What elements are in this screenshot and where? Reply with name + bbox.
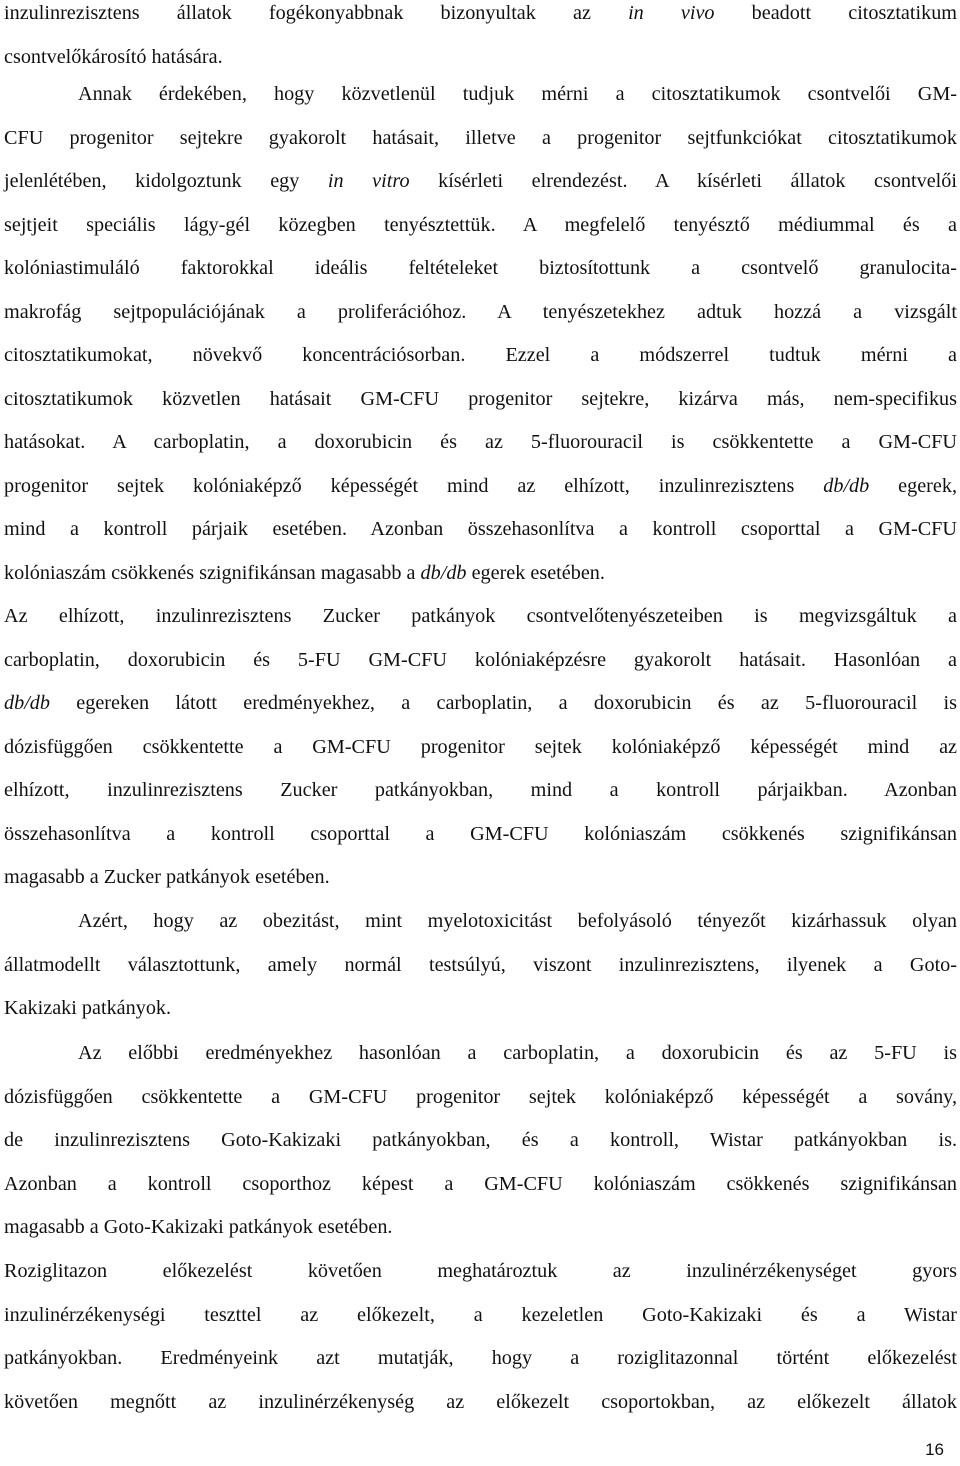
text-run: Az előbbi eredményekhez hasonlóan a carboplatin, a doxorubicin és az 5-FU is — [78, 1042, 957, 1064]
text-run: egerek esetében. — [466, 561, 605, 584]
text-run: inzulinrezisztens állatok fogékonyabbnak bizonyultak az — [4, 2, 629, 24]
italic-term: db/db — [4, 692, 50, 714]
italic-term: db/db — [420, 561, 467, 584]
text-line — [4, 473, 957, 517]
text-line — [4, 821, 957, 865]
text-run: citosztatikumokat, növekvő koncentrációsorban. Ezzel a módszerrel tudtuk mérni a — [4, 344, 957, 366]
text-run: Roziglitazon előkezelést követően meghatároztuk az inzulinérzékenységet gyors — [4, 1260, 957, 1282]
text-line — [4, 1214, 957, 1258]
text-line — [4, 1127, 957, 1171]
text-line — [4, 516, 957, 560]
text-run: inzulinérzékenységi teszttel az előkezelt, a kezeletlen Goto-Kakizaki és a Wistar — [4, 1303, 957, 1326]
text-run: egereken látott eredményekhez, a carboplatin, a doxorubicin és az 5-fluorouracil is — [49, 692, 957, 714]
text-line — [4, 647, 957, 691]
text-run: patkányokban. Eredményeink azt mutatják, hogy a roziglitazonnal történt előkezelést — [4, 1347, 957, 1369]
paragraph-continuation — [4, 0, 957, 87]
text-run: dózisfüggően csökkentette a GM-CFU progenitor sejtek kolóniaképző képességét mind az — [4, 735, 957, 758]
paragraph-rosiglitazone — [4, 1258, 957, 1432]
text-run: magasabb a Goto-Kakizaki patkányok esetében. — [4, 1216, 393, 1238]
text-line — [4, 1040, 957, 1084]
page-number: 16 — [925, 1440, 944, 1459]
text-line — [4, 1345, 957, 1389]
text-line — [4, 777, 957, 821]
text-run: CFU progenitor sejtekre gyakorolt hatásait, illetve a progenitor sejtfunkciókat citosztatikumok — [4, 126, 957, 149]
text-line — [4, 0, 957, 44]
text-run: carboplatin, doxorubicin és 5-FU GM-CFU kolóniaképzésre gyakorolt hatásait. Hasonlóan a — [4, 648, 957, 671]
italic-term: in vivo — [628, 2, 715, 24]
text-run: elhízott, inzulinrezisztens Zucker patkányokban, mind a kontroll párjaikban. Azonban — [4, 779, 957, 801]
italic-term: in vitro — [327, 170, 410, 192]
text-line — [4, 212, 957, 256]
text-line — [4, 429, 957, 473]
text-run: dózisfüggően csökkentette a GM-CFU progenitor sejtek kolóniaképző képességét a sovány, — [4, 1085, 957, 1108]
text-run: Annak érdekében, hogy közvetlenül tudjuk mérni a citosztatikumok csontvelői GM- — [78, 83, 957, 105]
text-line — [4, 690, 957, 734]
text-line — [4, 908, 957, 952]
text-run: makrofág sejtpopulációjának a proliferációhoz. A tenyészetekhez adtuk hozzá a vizsgált — [4, 300, 957, 323]
text-line — [4, 734, 957, 778]
text-run: magasabb a Zucker patkányok esetében. — [4, 866, 330, 888]
text-line — [4, 603, 957, 647]
paragraph-in-vitro-method — [4, 81, 957, 603]
text-run: csontvelőkárosító hatására. — [4, 45, 223, 68]
text-line — [4, 81, 957, 125]
text-line — [4, 1258, 957, 1302]
text-run: progenitor sejtek kolóniaképző képességét mind az elhízott, inzulinrezisztens — [4, 474, 824, 497]
paragraph-goto-kakizaki-results — [4, 1040, 957, 1258]
text-line — [4, 125, 957, 169]
text-line — [4, 342, 957, 386]
text-line — [4, 255, 957, 299]
text-run: beadott citosztatikum — [714, 2, 957, 24]
text-line — [4, 560, 957, 604]
text-line — [4, 299, 957, 343]
text-run: követően megnőtt az inzulinérzékenység az előkezelt csoportokban, az előkezelt állatok — [4, 1390, 957, 1413]
text-run: mind a kontroll párjaik esetében. Azonban összehasonlítva a kontroll csoporttal a GM-CFU — [4, 518, 957, 540]
text-line — [4, 1389, 957, 1433]
text-run: összehasonlítva a kontroll csoporttal a GM-CFU kolóniaszám csökkenés szignifikánsan — [4, 822, 957, 845]
text-run: kolóniaszám csökkenés szignifikánsan magasabb a — [4, 561, 421, 584]
text-line — [4, 168, 957, 212]
text-run: kísérleti elrendezést. A kísérleti állatok csontvelői — [409, 170, 957, 192]
text-line — [4, 386, 957, 430]
paragraph-zucker-rats — [4, 603, 957, 908]
text-run: Azért, hogy az obezitást, mint myelotoxicitást befolyásoló tényezőt kizárhassuk olyan — [78, 910, 957, 932]
text-run: jelenlétében, kidolgoztunk egy — [4, 170, 328, 192]
italic-term: db/db — [823, 474, 870, 497]
text-run: Az elhízott, inzulinrezisztens Zucker patkányok csontvelőtenyészeteiben is megvizsgáltuk a — [4, 605, 957, 627]
paragraph-goto-kakizaki-model — [4, 908, 957, 1039]
text-run: Azonban a kontroll csoporthoz képest a GM-CFU kolóniaszám csökkenés szignifikánsan — [4, 1172, 957, 1195]
text-run: citosztatikumok közvetlen hatásait GM-CFU progenitor sejtekre, kizárva más, nem-specifikus — [4, 387, 957, 410]
text-run: állatmodellt választottunk, amely normál testsúlyú, viszont inzulinrezisztens, ilyenek a Goto- — [4, 953, 957, 976]
text-line — [4, 1302, 957, 1346]
text-line — [4, 952, 957, 996]
text-run: de inzulinrezisztens Goto-Kakizaki patkányokban, és a kontroll, Wistar patkányokban is. — [4, 1129, 957, 1151]
text-line — [4, 864, 957, 908]
text-run: hatásokat. A carboplatin, a doxorubicin és az 5-fluorouracil is csökkentette a GM-CFU — [4, 431, 957, 453]
text-line — [4, 995, 957, 1039]
text-line — [4, 1084, 957, 1128]
text-run: sejtjeit speciális lágy-gél közegben tenyésztettük. A megfelelő tenyésztő médiummal és a — [4, 213, 957, 236]
text-run: kolóniastimuláló faktorokkal ideális feltételeket biztosítottunk a csontvelő granulocita- — [4, 257, 957, 279]
text-line — [4, 1171, 957, 1215]
text-run: egerek, — [869, 474, 957, 497]
text-run: Kakizaki patkányok. — [4, 997, 172, 1019]
